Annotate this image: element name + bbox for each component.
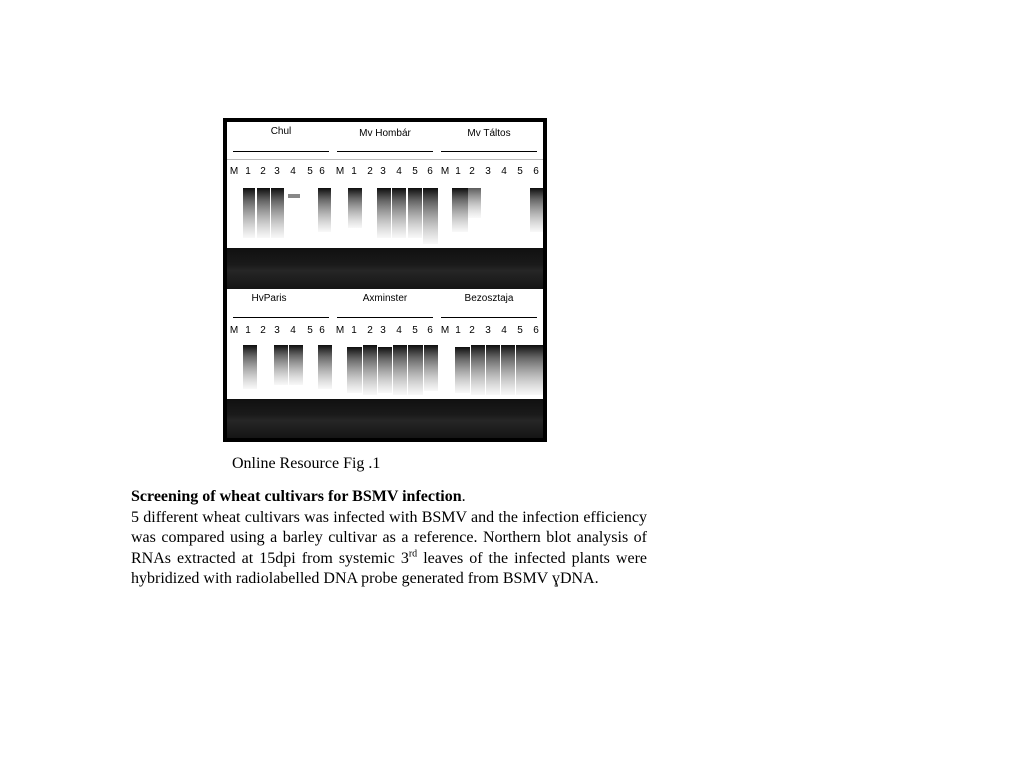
lane-label: 3 [380, 325, 386, 336]
blot-band [501, 345, 515, 395]
blot-band [486, 345, 500, 395]
blot-band [468, 188, 481, 218]
lane-label: 6 [319, 166, 325, 177]
blot-band [471, 345, 485, 395]
blot-band [424, 345, 438, 391]
lane-label: 5 [517, 166, 523, 177]
blot-band [347, 347, 362, 393]
blot-band [271, 188, 284, 238]
northern-blot-figure [223, 118, 547, 442]
blot-band [408, 345, 423, 395]
lane-label: 6 [533, 325, 539, 336]
lane-label: 6 [427, 325, 433, 336]
lane-label: 1 [455, 166, 461, 177]
lane-label: 5 [412, 166, 418, 177]
cultivar-label-axminster: Axminster [362, 293, 408, 304]
lane-label: 3 [485, 166, 491, 177]
lane-label: 4 [396, 325, 402, 336]
lane-label: 2 [367, 166, 373, 177]
blot-band [378, 347, 392, 393]
blot-band [289, 345, 303, 385]
ethidium-gel-top [227, 248, 543, 289]
blot-band [348, 188, 362, 228]
lane-label: M [335, 325, 345, 336]
lane-label: M [440, 166, 450, 177]
lane-label: 1 [351, 166, 357, 177]
blot-band [274, 345, 288, 385]
lane-label: 1 [245, 166, 251, 177]
lane-label: 4 [290, 166, 296, 177]
lane-label: 2 [260, 325, 266, 336]
lane-label: 6 [427, 166, 433, 177]
blot-band [392, 188, 406, 238]
blot-band [243, 188, 255, 238]
blot-band [455, 347, 470, 393]
figure-label: Online Resource Fig .1 [232, 455, 381, 472]
blot-band [423, 188, 438, 244]
blot-band [452, 188, 468, 232]
caption-body-continued: leaves of the infected plants were hybridized with radiolabelled DNA probe generated from BSMV ɣDNA. [131, 549, 647, 587]
lane-label: 4 [396, 166, 402, 177]
lane-label: 2 [260, 166, 266, 177]
lane-label: 6 [533, 166, 539, 177]
cultivar-label-chul: Chul [270, 126, 292, 137]
lane-label: 4 [290, 325, 296, 336]
lane-label: 2 [469, 166, 475, 177]
lane-label: 1 [455, 325, 461, 336]
caption-heading: Screening of wheat cultivars for BSMV infection [131, 488, 462, 505]
lane-label: 5 [517, 325, 523, 336]
blot-band [516, 345, 530, 395]
lane-label: 2 [469, 325, 475, 336]
blot-band [288, 194, 300, 198]
caption-superscript: rd [408, 548, 418, 560]
lane-label: M [440, 325, 450, 336]
lane-label: M [335, 166, 345, 177]
blot-band [318, 188, 331, 232]
lane-label: 2 [367, 325, 373, 336]
lane-label: 5 [412, 325, 418, 336]
cultivar-label-bezosztaja: Bezosztaja [464, 293, 514, 304]
lane-label: 1 [245, 325, 251, 336]
blot-band [408, 188, 422, 238]
lane-label: M [229, 325, 239, 336]
blot-band [377, 188, 391, 238]
blot-bands-top [227, 122, 543, 248]
cultivar-label-mv-hombar: Mv Hombár [359, 128, 411, 139]
lane-label: 5 [307, 166, 313, 177]
blot-band [393, 345, 407, 395]
blot-band [530, 345, 543, 395]
lane-label: 3 [274, 325, 280, 336]
blot-band [257, 188, 270, 238]
lane-label: 3 [380, 166, 386, 177]
blot-band [243, 345, 257, 389]
blot-band [530, 188, 543, 232]
ethidium-gel-bottom [227, 399, 543, 438]
cultivar-label-mv-taltos: Mv Táltos [467, 128, 511, 139]
lane-label: 4 [501, 325, 507, 336]
lane-label: 5 [307, 325, 313, 336]
lane-label: 4 [501, 166, 507, 177]
cultivar-label-hvparis: HvParis [251, 293, 287, 304]
lane-label: 1 [351, 325, 357, 336]
blot-band [318, 345, 332, 389]
blot-band [363, 345, 377, 395]
caption-body: 5 different wheat cultivars was infected with BSMV and the infection efficiency was compared using a barley cultivar as a reference. Northern blot analysis of RNAs extracted at 15dpi from systemic 3 [131, 508, 647, 567]
caption-heading-end: . [461, 488, 466, 505]
figure-caption [131, 487, 647, 590]
lane-label: 3 [485, 325, 491, 336]
lane-label: M [229, 166, 239, 177]
lane-label: 3 [274, 166, 280, 177]
blot-bands-bottom [227, 289, 543, 399]
lane-label: 6 [319, 325, 325, 336]
northern-blot-bottom [227, 289, 543, 399]
northern-blot-top [227, 122, 543, 248]
